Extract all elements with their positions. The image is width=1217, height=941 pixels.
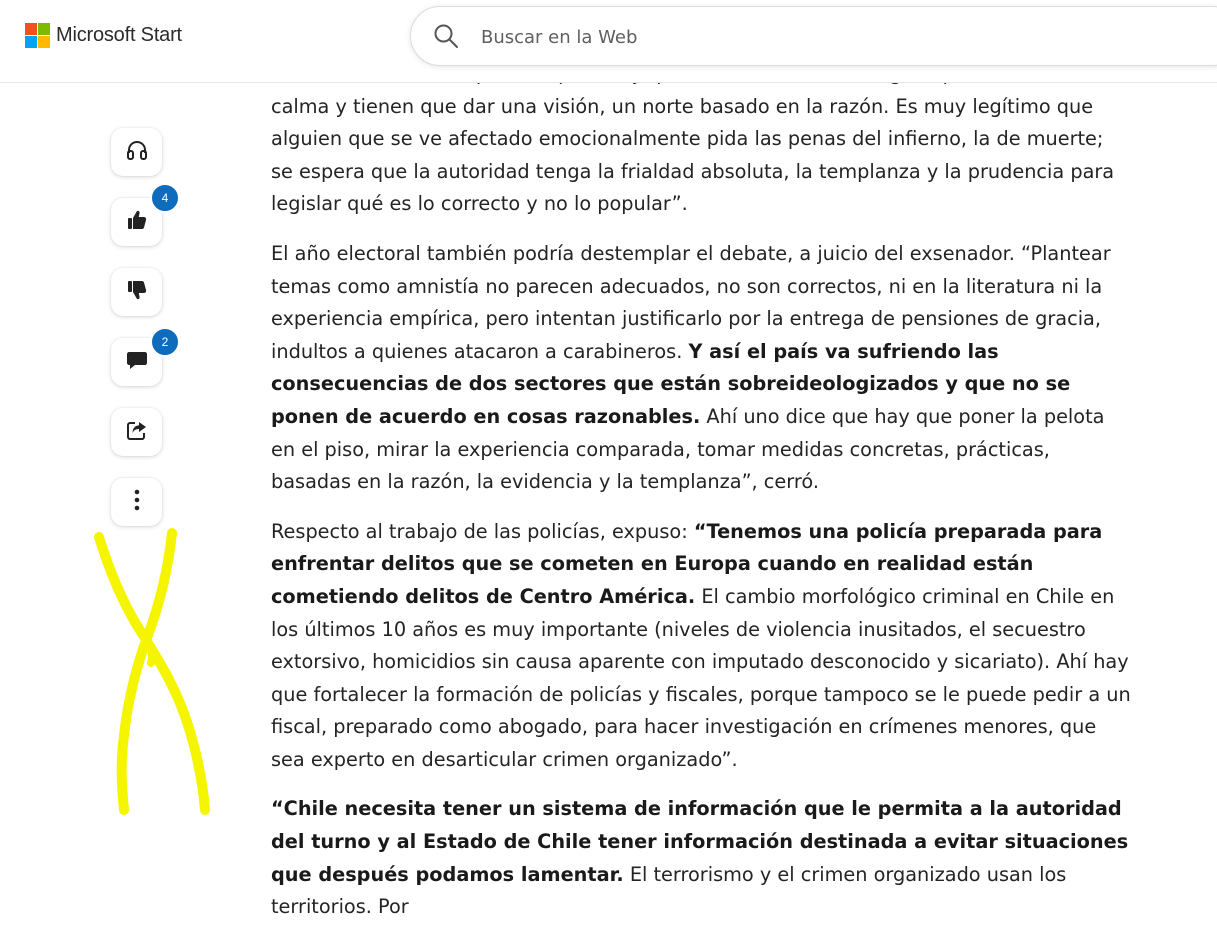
comment-count-badge: 2 (150, 327, 180, 357)
paragraph-text: El año electoral también podría destemplar el debate, a juicio del exsenador. “Plantear temas como amnistía no parecen adecuados, no son correctos, ni en la literatura ni la experiencia empírica, pero intentan justificarlo por la entrega de pensiones de gracia, indultos a quienes atacaron a carabineros. (271, 241, 1111, 363)
paragraph-text: Ahí uno dice que hay que poner la pelota en el piso, mirar la experiencia comparada, tomar medidas concretas, prácticas, basadas en la razón, la evidencia y la templanza”, cerró. (271, 404, 1105, 494)
paragraph-text: El cambio morfológico criminal en Chile en los últimos 10 años es muy importante (niveles de violencia inusitados, el secuestro extorsivo, homicidios sin causa aparente con imputado desconocido y sicariato). Ahí hay que fortalecer la formación de policías y fiscales, porque tampoco se le puede pedir a un fiscal, preparado como abogado, para hacer investigación en crímenes menores, que sea experto en desarticular crimen organizado”. (271, 584, 1131, 771)
paragraph-text: El terrorismo y el crimen organizado usan los territorios. Por (271, 862, 1067, 919)
like-count-badge: 4 (150, 183, 180, 213)
top-header (0, 0, 1217, 83)
paragraph-text: Respecto al trabajo de las policías, expuso: (271, 519, 688, 543)
article-body (271, 58, 1131, 941)
article-paragraph (271, 793, 1131, 923)
comment-icon (126, 349, 148, 375)
microsoft-logo-icon (25, 23, 50, 48)
thumbs-up-icon (126, 209, 148, 235)
paragraph-bold-text: “Chile necesita tener un sistema de información que le permita a la autoridad del turno y al Estado de Chile tener información destinada a evitar situaciones que después podamos lamentar. (271, 797, 1129, 886)
article-paragraph (271, 516, 1131, 777)
brand-name: Microsoft Start (56, 24, 182, 46)
search-input[interactable] (479, 21, 1183, 53)
more-vertical-icon (134, 489, 140, 515)
share-button[interactable] (111, 408, 162, 456)
brand-logo[interactable] (25, 23, 182, 48)
search-box[interactable] (410, 6, 1217, 66)
yellow-x-scribble-mark (88, 525, 228, 820)
dislike-button[interactable] (111, 268, 162, 316)
search-icon[interactable] (433, 23, 459, 53)
paragraph-bold-text: “Tenemos una policía preparada para enfrentar delitos que se cometen en Europa cuando en realidad están cometiendo delitos de Centro América. (271, 519, 1103, 608)
share-icon (126, 419, 148, 445)
listen-button[interactable] (111, 128, 162, 176)
paragraph-bold-text: Y así el país va sufriendo las consecuencias de dos sectores que están sobreideologizados y que no se ponen de acuerdo en cosas razonables. (271, 339, 1071, 428)
headphones-icon (126, 139, 148, 165)
article-paragraph (271, 238, 1131, 499)
thumbs-down-icon (126, 279, 148, 305)
more-options-button[interactable] (111, 478, 162, 526)
paragraph-text: calma y tienen que dar una visión, un norte basado en la razón. Es muy legítimo que alguien que se ve afectado emocionalmente pida las penas del infierno, la de muerte; se espera que la autoridad tenga la frialdad absoluta, la templanza y la prudencia para legislar qué es lo correcto y no lo popular”. (271, 94, 1115, 216)
